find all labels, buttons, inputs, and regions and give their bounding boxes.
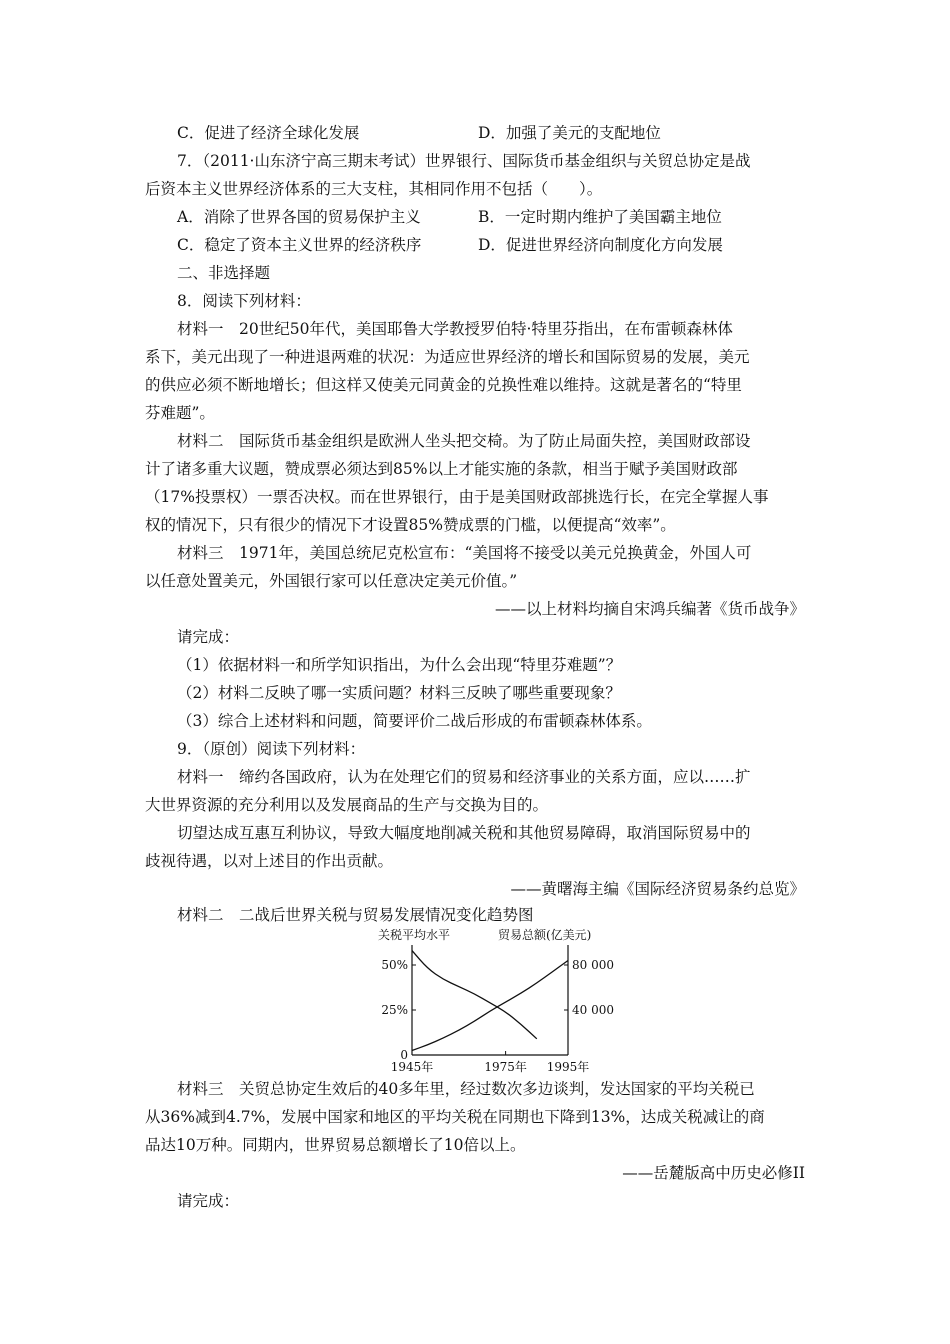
q9-material1-line: 材料一 缔约各国政府，认为在处理它们的贸易和经济事业的关系方面，应以……扩 [177,768,751,786]
right-tick-label: 40 000 [572,1003,614,1017]
q8-material1-line: 材料一 20世纪50年代，美国耶鲁大学教授罗伯特·特里芬指出，在布雷顿森林体 [177,320,733,338]
q8-material2-line: 计了诸多重大议题，赞成票必须达到85%以上才能实施的条款，相当于赋予美国财政部 [145,460,738,478]
q9-material2-title: 材料二 二战后世界关税与贸易发展情况变化趋势图 [177,906,534,924]
q9-material3-line: 品达10万种。同期内，世界贸易总额增长了10倍以上。 [145,1136,526,1154]
q7-option-c: C．稳定了资本主义世界的经济秩序 [177,236,422,254]
left-tick-label: 0 [400,1048,408,1062]
q8-source: ——以上材料均摘自宋鸿兵编著《货币战争》 [494,600,805,618]
q8-subquestion-3: （3）综合上述材料和问题，简要评价二战后形成的布雷顿森林体系。 [177,712,652,730]
q8-material1-line: 芬难题”。 [145,404,215,422]
q9-material1-source: ——黄曙海主编《国际经济贸易条约总览》 [510,880,805,898]
q9-material3-source: ——岳麓版高中历史必修II [622,1164,805,1182]
q6-option-c: C．促进了经济全球化发展 [177,124,360,142]
q9-intro: 9．（原创）阅读下列材料： [177,740,366,758]
x-tick-label: 1975年 [484,1060,527,1074]
q9-material3-line: 材料三 关贸总协定生效后的40多年里，经过数次多边谈判，发达国家的平均关税已 [177,1080,755,1098]
x-tick-label: 1945年 [390,1060,434,1074]
q6-option-d: D．加强了美元的支配地位 [478,124,661,142]
section-title: 二、非选择题 [177,264,271,282]
q9-material1b-line: 切望达成互惠互利协议，导致大幅度地削减关税和其他贸易障碍，取消国际贸易中的 [177,824,751,842]
q8-subquestion-1: （1）依据材料一和所学知识指出，为什么会出现“特里芬难题”？ [177,656,622,674]
q8-intro: 8．阅读下列材料： [177,292,311,310]
q8-material2-line: （17%投票权）一票否决权。而在世界银行，由于是美国财政部挑选行长，在完全掌握人事 [145,488,769,506]
right-axis-label: 贸易总额(亿美元) [498,928,592,942]
q8-material2-line: 材料二 国际货币基金组织是欧洲人坐头把交椅。为了防止局面失控，美国财政部设 [177,432,751,450]
q8-material3-line: 材料三 1971年，美国总统尼克松宣布：“美国将不接受以美元兑换黄金，外国人可 [177,544,752,562]
q7-option-b: B．一定时期内维护了美国霸主地位 [478,208,722,226]
q8-material2-line: 权的情况下，只有很少的情况下才设置85%赞成票的门槛，以便提高“效率”。 [145,516,676,534]
q9-material3-line: 从36%减到4.7%，发展中国家和地区的平均关税在同期也下降到13%，达成关税减让的商 [145,1108,765,1126]
left-tick-label: 50% [381,958,408,972]
q7-stem-line2: 后资本主义世界经济体系的三大支柱，其相同作用不包括（ ）。 [145,180,603,198]
q7-option-a: A．消除了世界各国的贸易保护主义 [177,208,421,226]
x-tick-label: 1995年 [546,1060,590,1074]
left-axis-label: 关税平均水平 [378,928,451,942]
q8-material1-line: 的供应必须不断地增长；但这样又使美元同黄金的兑换性难以维持。这就是著名的“特里 [145,376,742,394]
q7-stem-line1: 7．（2011·山东济宁高三期末考试）世界银行、国际货币基金组织与关贸总协定是战 [177,152,751,170]
q8-material1-line: 系下，美元出现了一种进退两难的状况：为适应世界经济的增长和国际贸易的发展，美元 [145,348,750,366]
q9-ask: 请完成： [177,1192,240,1210]
q7-option-d: D．促进世界经济向制度化方向发展 [478,236,723,254]
tariff-trade-chart [368,925,628,1075]
q9-material1-line: 大世界资源的充分利用以及发展商品的生产与交换为目的。 [145,796,549,814]
q8-material3-line: 以任意处置美元，外国银行家可以任意决定美元价值。” [145,572,518,590]
q8-ask: 请完成： [177,628,240,646]
right-tick-label: 80 000 [572,958,614,972]
left-tick-label: 25% [381,1003,408,1017]
q9-material1b-line: 歧视待遇，以对上述目的作出贡献。 [145,852,394,870]
q8-subquestion-2: （2）材料二反映了哪一实质问题？材料三反映了哪些重要现象？ [177,684,621,702]
